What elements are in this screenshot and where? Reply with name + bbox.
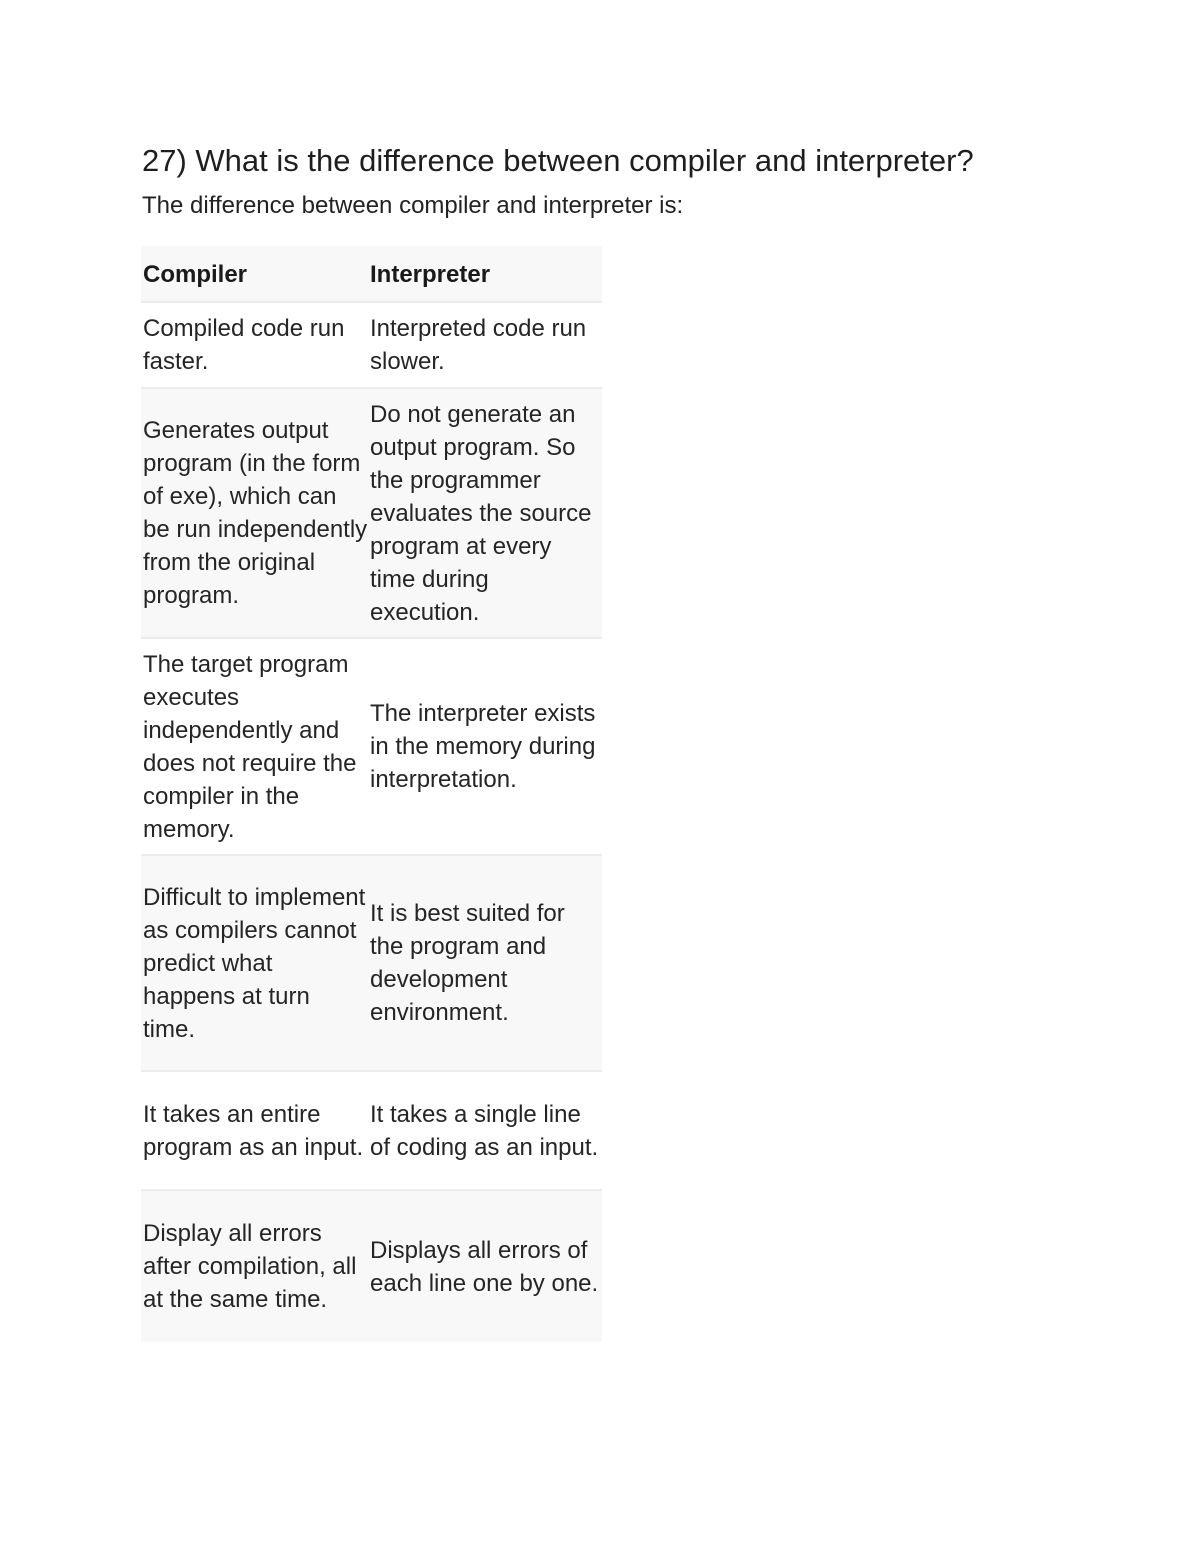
table-row: [141, 855, 602, 1071]
interpreter-cell: It takes a single line of coding as an input.: [370, 1100, 599, 1161]
table-row: [141, 388, 602, 638]
table-row: [141, 302, 602, 388]
interpreter-cell: Do not generate an output program. So the programmer evaluates the source program at every time during execution.: [370, 400, 592, 626]
interpreter-cell: Displays all errors of each line one by one.: [370, 1236, 599, 1297]
compiler-cell: The target program executes independently and does not require the compiler in the memory.: [143, 650, 357, 843]
table-row: [141, 638, 602, 855]
interpreter-cell: The interpreter exists in the memory during interpretation.: [370, 700, 596, 793]
table-header-row: [141, 246, 602, 302]
compiler-cell: Difficult to implement as compilers cannot predict what happens at turn time.: [143, 883, 366, 1043]
compiler-cell: Compiled code run faster.: [143, 315, 345, 375]
compiler-cell: Display all errors after compilation, all at the same time.: [143, 1220, 357, 1313]
interpreter-cell: Interpreted code run slower.: [370, 315, 587, 375]
compiler-cell: Generates output program (in the form of exe), which can be run independently from the original program.: [143, 417, 368, 609]
comparison-table: [141, 246, 602, 1342]
question-heading: 27) What is the difference between compiler and interpreter?: [142, 143, 974, 178]
compiler-cell: It takes an entire program as an input.: [143, 1100, 364, 1161]
table-row: [141, 1190, 602, 1342]
header-interpreter: Interpreter: [370, 261, 491, 288]
header-compiler: Compiler: [143, 261, 248, 288]
interpreter-cell: It is best suited for the program and development environment.: [370, 900, 565, 1026]
table-row: [141, 1071, 602, 1190]
intro-text: The difference between compiler and interpreter is:: [142, 192, 684, 219]
